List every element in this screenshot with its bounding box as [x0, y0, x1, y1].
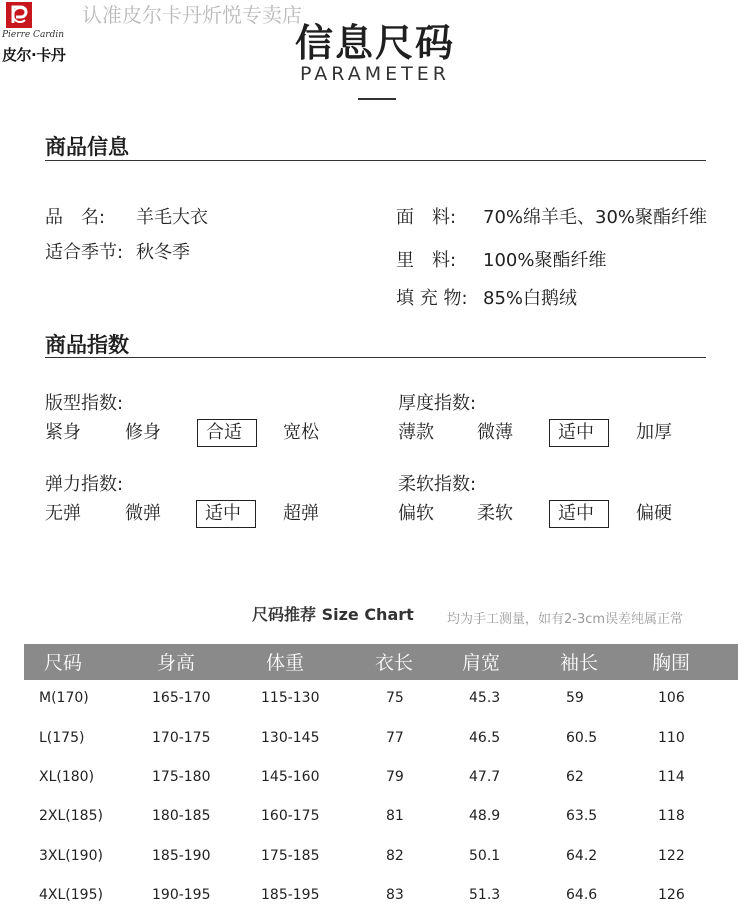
table-cell: 165-170 — [152, 690, 211, 706]
table-header-cell: 衣长 — [375, 652, 414, 674]
table-cell: 64.6 — [566, 887, 598, 903]
table-cell: 50.1 — [469, 848, 501, 864]
season-label: 适合季节: — [45, 242, 124, 263]
fabric-label: 面 料: — [396, 207, 457, 228]
table-header-cell: 肩宽 — [462, 652, 501, 674]
table-header-cell: 体重 — [266, 652, 305, 674]
table-cell: 48.9 — [469, 808, 501, 824]
table-cell: 170-175 — [152, 730, 211, 746]
brand-name: 皮尔·卡丹 — [2, 46, 66, 64]
table-cell: 190-195 — [152, 887, 211, 903]
elasticity-option: 超弹 — [283, 503, 319, 524]
table-cell: 77 — [386, 730, 404, 746]
table-cell: 79 — [386, 769, 404, 785]
thickness-option: 薄款 — [398, 422, 434, 443]
fabric-value: 70%绵羊毛、30%聚酯纤维 — [483, 207, 708, 228]
table-cell: 126 — [658, 887, 685, 903]
table-cell: 60.5 — [566, 730, 598, 746]
softness-option: 偏硬 — [636, 503, 672, 524]
title-divider — [358, 98, 396, 100]
season-value: 秋冬季 — [136, 242, 190, 263]
name-label: 品 名: — [45, 207, 106, 228]
section-title-product-info: 商品信息 — [45, 135, 129, 159]
softness-option: 偏软 — [398, 503, 434, 524]
section-divider — [45, 357, 706, 358]
size-chart-title: 尺码推荐 Size Chart — [252, 605, 414, 624]
page-title: 信息尺码 — [294, 21, 455, 65]
elasticity-index-label: 弹力指数: — [45, 474, 124, 495]
table-cell: 51.3 — [469, 887, 501, 903]
table-cell: 64.2 — [566, 848, 598, 864]
table-cell: 59 — [566, 690, 584, 706]
table-cell: 185-195 — [261, 887, 320, 903]
table-cell: 47.7 — [469, 769, 501, 785]
thickness-index-label: 厚度指数: — [398, 393, 477, 414]
softness-option: 柔软 — [477, 503, 513, 524]
table-cell: 110 — [658, 730, 685, 746]
filling-label: 填 充 物: — [396, 288, 468, 309]
table-cell: 130-145 — [261, 730, 320, 746]
section-divider — [45, 160, 706, 161]
elasticity-option: 无弹 — [45, 503, 81, 524]
table-cell: 160-175 — [261, 808, 320, 824]
table-cell: 83 — [386, 887, 404, 903]
section-title-product-index: 商品指数 — [45, 333, 129, 357]
table-cell: 46.5 — [469, 730, 501, 746]
table-cell: 3XL(190) — [39, 848, 103, 864]
page-subtitle: PARAMETER — [300, 63, 450, 85]
table-cell: 75 — [386, 690, 404, 706]
table-header-cell: 袖长 — [560, 652, 599, 674]
table-cell: 180-185 — [152, 808, 211, 824]
table-cell: 2XL(185) — [39, 808, 103, 824]
table-cell: 118 — [658, 808, 685, 824]
table-cell: XL(180) — [39, 769, 95, 785]
table-cell: 185-190 — [152, 848, 211, 864]
table-cell: 82 — [386, 848, 404, 864]
store-watermark: 认准皮尔卡丹炘悦专卖店 — [82, 3, 302, 27]
softness-index-label: 柔软指数: — [398, 474, 477, 495]
brand-script-text: Pierre Cardin — [2, 30, 65, 40]
lining-label: 里 料: — [396, 250, 457, 271]
fit-option: 紧身 — [45, 422, 81, 443]
thickness-option: 微薄 — [477, 422, 513, 443]
table-cell: 4XL(195) — [39, 887, 103, 903]
table-cell: 175-185 — [261, 848, 320, 864]
fit-index-label: 版型指数: — [45, 393, 124, 414]
elasticity-option: 微弹 — [125, 503, 161, 524]
fit-option: 宽松 — [283, 422, 319, 443]
table-cell: 122 — [658, 848, 685, 864]
thickness-option-selected: 适中 — [549, 419, 609, 447]
softness-option-selected: 适中 — [549, 500, 609, 528]
lining-value: 100%聚酯纤维 — [483, 250, 607, 271]
thickness-option: 加厚 — [636, 422, 672, 443]
filling-value: 85%白鹅绒 — [483, 288, 578, 309]
table-cell: 114 — [658, 769, 685, 785]
table-cell: L(175) — [39, 730, 85, 746]
fit-option: 修身 — [125, 422, 161, 443]
table-cell: 145-160 — [261, 769, 320, 785]
table-cell: 45.3 — [469, 690, 501, 706]
table-cell: 62 — [566, 769, 584, 785]
name-value: 羊毛大衣 — [136, 207, 208, 228]
size-chart-note: 均为手工测量，如有2-3cm误差纯属正常 — [447, 612, 684, 627]
table-cell: 106 — [658, 690, 685, 706]
elasticity-option-selected: 适中 — [196, 500, 256, 528]
table-header-cell: 胸围 — [652, 652, 691, 674]
fit-option-selected: 合适 — [197, 419, 257, 447]
table-cell: 81 — [386, 808, 404, 824]
table-cell: 115-130 — [261, 690, 320, 706]
table-cell: 175-180 — [152, 769, 211, 785]
table-cell: M(170) — [39, 690, 89, 706]
table-cell: 63.5 — [566, 808, 598, 824]
table-header-cell: 身高 — [157, 652, 196, 674]
table-header-cell: 尺码 — [44, 652, 83, 674]
